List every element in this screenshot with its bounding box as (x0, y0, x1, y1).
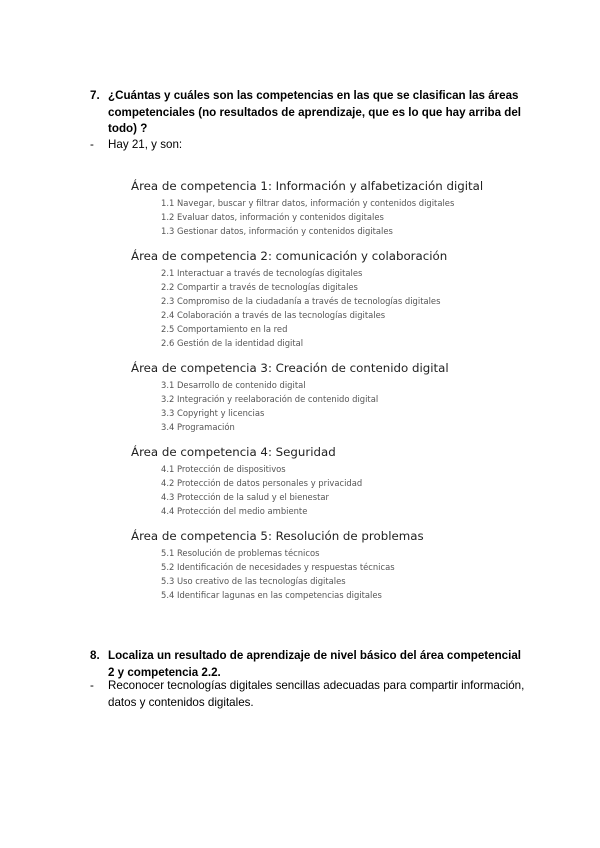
question-8-text: Localiza un resultado de aprendizaje de nivel básico del área competencial 2 y competencia 2.2. (108, 649, 522, 679)
competence-item: 3.1 Desarrollo de contenido digital (161, 380, 306, 390)
competence-item: 1.1 Navegar, buscar y filtrar datos, información y contenidos digitales (161, 198, 455, 208)
competence-item: 1.2 Evaluar datos, información y contenidos digitales (161, 212, 384, 222)
competence-item: 2.1 Interactuar a través de tecnologías digitales (161, 268, 363, 278)
question-8 (90, 648, 530, 681)
competence-item: 3.4 Programación (161, 422, 235, 432)
competence-item: 2.6 Gestión de la identidad digital (161, 338, 304, 348)
competence-item: 5.1 Resolución de problemas técnicos (161, 548, 320, 558)
area-title: Área de competencia 1: Información y alfabetización digital (131, 179, 484, 193)
competence-item: 4.1 Protección de dispositivos (161, 464, 286, 474)
competence-area-2 (131, 248, 471, 350)
competence-area-1 (131, 178, 484, 238)
competence-item: 2.2 Compartir a través de tecnologías digitales (161, 282, 358, 292)
competence-area-5 (131, 528, 471, 602)
answer-7 (90, 137, 530, 154)
competence-areas (131, 178, 484, 612)
question-8-number: 8. (90, 649, 100, 662)
question-7 (90, 88, 530, 138)
question-7-text: ¿Cuántas y cuáles son las competencias en las que se clasifican las áreas competenciales (no resultados de aprendizaje, que es lo que hay arriba del todo) ? (108, 89, 521, 135)
competence-item: 3.3 Copyright y licencias (161, 408, 265, 418)
answer-8-dash: - (90, 679, 94, 692)
competence-item: 2.3 Compromiso de la ciudadanía a través de tecnologías digitales (161, 296, 441, 306)
area-title: Área de competencia 4: Seguridad (131, 445, 336, 459)
competence-item: 5.4 Identificar lagunas en las competencias digitales (161, 590, 382, 600)
competence-item: 3.2 Integración y reelaboración de contenido digital (161, 394, 379, 404)
competence-item: 4.3 Protección de la salud y el bienestar (161, 492, 329, 502)
competence-item: 5.3 Uso creativo de las tecnologías digitales (161, 576, 346, 586)
answer-8-text: Reconocer tecnologías digitales sencillas adecuadas para compartir información, datos y contenidos digitales. (108, 679, 525, 709)
answer-7-dash: - (90, 138, 94, 151)
competence-item: 1.3 Gestionar datos, información y contenidos digitales (161, 226, 393, 236)
answer-8 (90, 678, 530, 711)
competence-item: 2.5 Comportamiento en la red (161, 324, 288, 334)
competence-item: 2.4 Colaboración a través de las tecnologías digitales (161, 310, 386, 320)
area-title: Área de competencia 5: Resolución de problemas (131, 529, 424, 543)
competence-area-4 (131, 444, 471, 518)
competence-item: 5.2 Identificación de necesidades y respuestas técnicas (161, 562, 395, 572)
answer-7-text: Hay 21, y son: (108, 138, 183, 151)
question-7-number: 7. (90, 89, 100, 102)
competence-item: 4.2 Protección de datos personales y privacidad (161, 478, 363, 488)
competence-item: 4.4 Protección del medio ambiente (161, 506, 308, 516)
competence-area-3 (131, 360, 471, 434)
area-title: Área de competencia 2: comunicación y colaboración (131, 249, 448, 263)
area-title: Área de competencia 3: Creación de contenido digital (131, 361, 449, 375)
